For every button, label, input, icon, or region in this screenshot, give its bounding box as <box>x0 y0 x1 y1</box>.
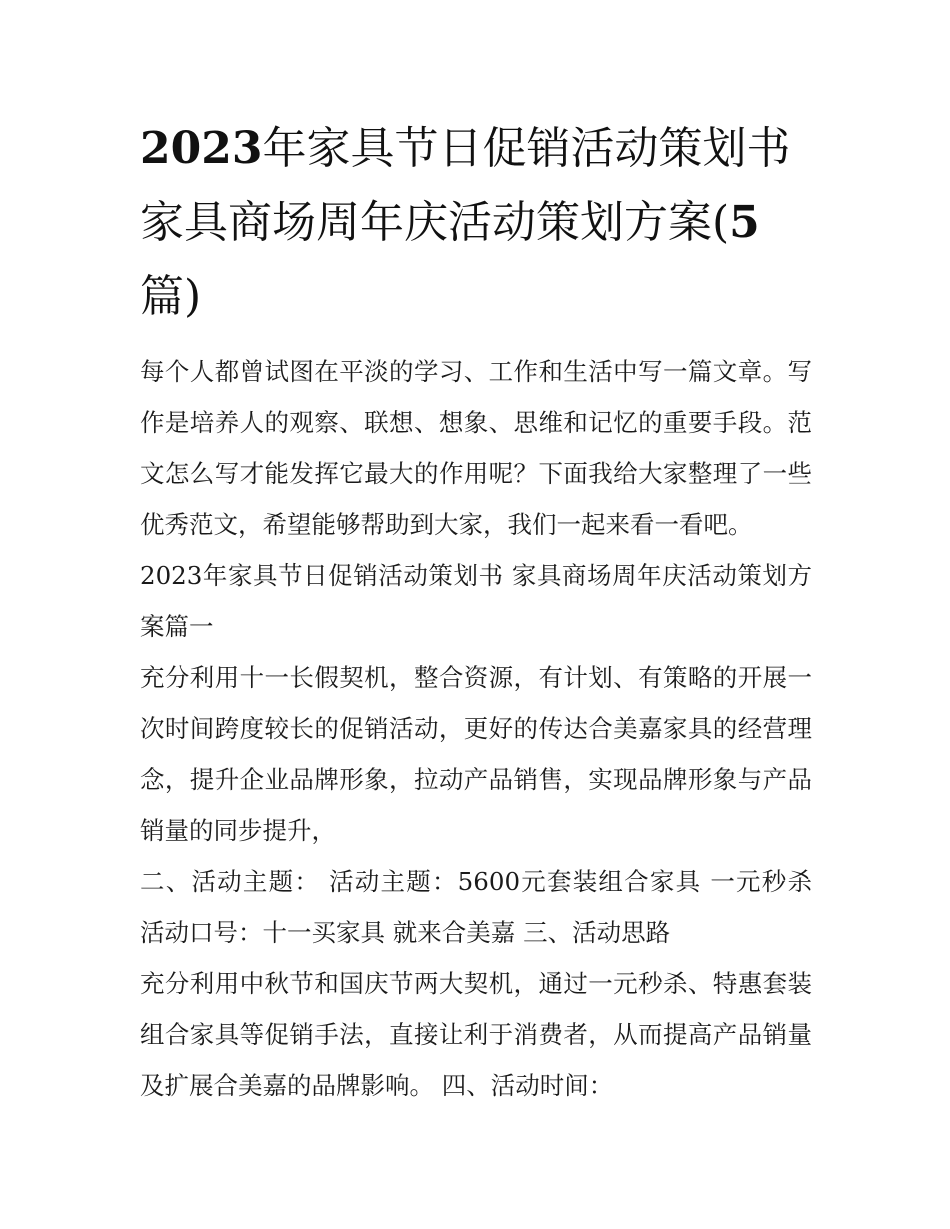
theme-paragraph: 二、活动主题： 活动主题：5600元套装组合家具 一元秒杀 活动口号：十一买家具 就来合美嘉 三、活动思路 <box>140 867 812 947</box>
title-text: 年家具节日促销活动策划书 家具商场周年庆活动策划方案( <box>140 123 791 248</box>
strategy-paragraph: 充分利用中秋节和国庆节两大契机，通过一元秒杀、特惠套装组合家具等促销手法，直接让利于消费者，从而提高产品销量及扩展合美嘉的品牌影响。 四、活动时间： <box>140 969 812 1100</box>
title-count: 5 <box>729 197 760 248</box>
intro-paragraph: 每个人都曾试图在平淡的学习、工作和生活中写一篇文章。写作是培养人的观察、联想、想象、思维和记忆的重要手段。范文怎么写才能发挥它最大的作用呢？下面我给大家整理了一些优秀范文，希望能够帮助到大家，我们一起来看一看吧。 <box>140 357 812 539</box>
background-paragraph: 充分利用十一长假契机，整合资源，有计划、有策略的开展一次时间跨度较长的促销活动，更好的传达合美嘉家具的经营理念，提升企业品牌形象，拉动产品销售，实现品牌形象与产品销量的同步提升， <box>140 663 812 845</box>
title-suffix: 篇) <box>140 271 202 322</box>
section-heading: 2023年家具节日促销活动策划书 家具商场周年庆活动策划方案篇一 <box>140 561 812 641</box>
document-title <box>140 112 812 334</box>
title-year: 2023 <box>140 123 263 174</box>
document-page <box>140 112 812 1111</box>
document-body <box>140 346 812 1111</box>
